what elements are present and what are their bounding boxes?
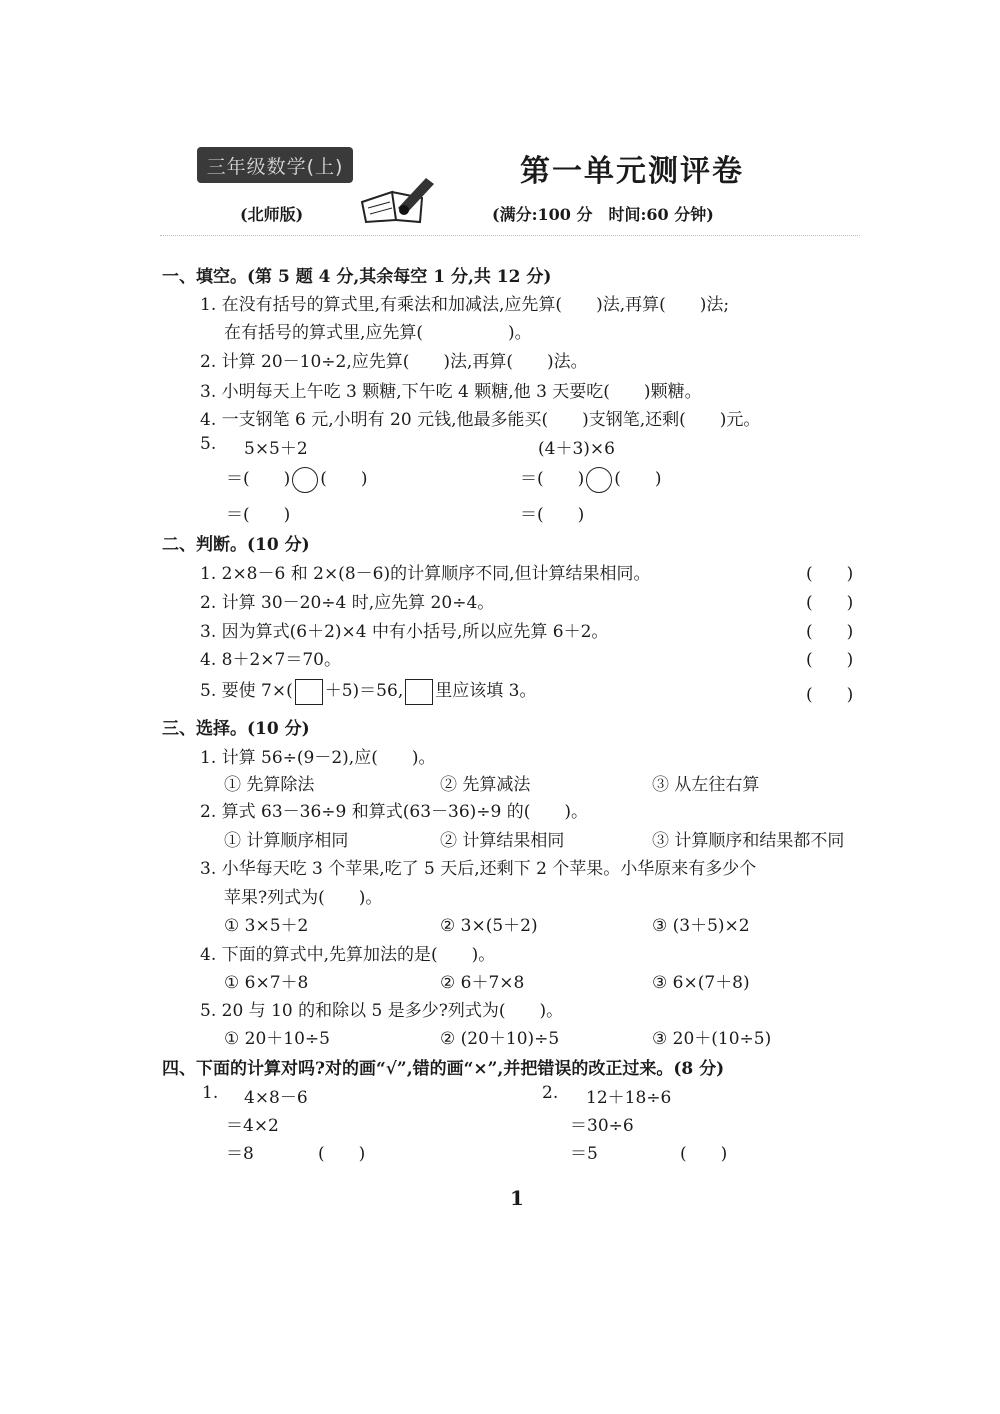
judge-answer-4: ( ): [806, 650, 854, 670]
fill-question-5-number: 5.: [200, 434, 217, 454]
choice-question-5: 5. 20 与 10 的和除以 5 是多少?列式为( )。: [200, 1001, 564, 1021]
choice-2-option-1: ① 计算顺序相同: [224, 831, 349, 851]
operator-circle: [292, 467, 318, 493]
blank-box: [405, 679, 433, 705]
choice-3-option-2: ② 3×(5＋2): [440, 916, 538, 936]
check-problem-2-number: 2.: [542, 1083, 559, 1103]
check-problem-2-line-3: ＝5: [570, 1144, 598, 1164]
book-pen-icon: [358, 172, 438, 224]
q5-right-step-2: ＝( ): [520, 505, 585, 525]
judge-5-part-c: 里应该填 3。: [435, 681, 537, 701]
choice-1-option-1: ① 先算除法: [224, 775, 315, 795]
q5-left-step1-blank-b: ( ): [320, 469, 368, 489]
choice-question-1: 1. 计算 56÷(9－2),应( )。: [200, 748, 436, 768]
section-3-heading: 三、选择。(10 分): [162, 719, 310, 739]
check-answer-2: ( ): [680, 1144, 728, 1164]
judge-answer-1: ( ): [806, 564, 854, 584]
header-divider: [160, 235, 860, 236]
choice-question-2: 2. 算式 63－36÷9 和算式(63－36)÷9 的( )。: [200, 802, 589, 822]
q5-right-step1-blank-b: ( ): [614, 469, 662, 489]
check-problem-2-line-1: 12＋18÷6: [586, 1088, 672, 1108]
choice-3-option-3: ③ (3＋5)×2: [652, 916, 750, 936]
q5-right-step-1: [520, 464, 662, 493]
judge-5-part-a: 5. 要使 7×(: [200, 681, 293, 701]
judge-item-3: 3. 因为算式(6＋2)×4 中有小括号,所以应先算 6＋2。: [200, 622, 609, 642]
choice-3-option-1: ① 3×5＋2: [224, 916, 309, 936]
choice-question-4: 4. 下面的算式中,先算加法的是( )。: [200, 945, 496, 965]
choice-2-option-3: ③ 计算顺序和结果都不同: [652, 831, 845, 851]
check-problem-1-number: 1.: [202, 1083, 219, 1103]
check-problem-1-line-1: 4×8－6: [244, 1088, 308, 1108]
judge-item-4: 4. 8＋2×7＝70。: [200, 650, 341, 670]
judge-answer-2: ( ): [806, 593, 854, 613]
q5-right-expression: (4＋3)×6: [538, 439, 615, 459]
choice-4-option-2: ② 6＋7×8: [440, 973, 525, 993]
fill-question-2: 2. 计算 20－10÷2,应先算( )法,再算( )法。: [200, 352, 588, 372]
q5-right-step1-blank-a: ＝( ): [520, 469, 585, 489]
check-problem-2-line-2: ＝30÷6: [570, 1116, 634, 1136]
check-answer-1: ( ): [318, 1144, 366, 1164]
section-2-heading: 二、判断。(10 分): [162, 535, 310, 555]
fill-question-1b: 在有括号的算式里,应先算( )。: [224, 323, 532, 343]
choice-2-option-2: ② 计算结果相同: [440, 831, 565, 851]
check-problem-1-line-3: ＝8: [226, 1144, 254, 1164]
check-problem-1-line-2: ＝4×2: [226, 1116, 279, 1136]
judge-item-1: 1. 2×8－6 和 2×(8－6)的计算顺序不同,但计算结果相同。: [200, 564, 651, 584]
q5-left-step-2: ＝( ): [226, 505, 291, 525]
judge-item-2: 2. 计算 30－20÷4 时,应先算 20÷4。: [200, 593, 495, 613]
section-1-heading: 一、填空。(第 5 题 4 分,其余每空 1 分,共 12 分): [162, 267, 552, 287]
blank-box: [295, 679, 323, 705]
grade-badge: 三年级数学(上): [197, 147, 353, 183]
judge-answer-3: ( ): [806, 622, 854, 642]
judge-5-part-b: ＋5)＝56,: [324, 681, 404, 701]
q5-left-step-1: [226, 464, 368, 493]
page-number: 1: [510, 1186, 524, 1210]
q5-left-step1-blank-a: ＝( ): [226, 469, 291, 489]
choice-1-option-2: ② 先算减法: [440, 775, 531, 795]
choice-question-3a: 3. 小华每天吃 3 个苹果,吃了 5 天后,还剩下 2 个苹果。小华原来有多少个: [200, 859, 757, 879]
choice-4-option-1: ① 6×7＋8: [224, 973, 309, 993]
fill-question-1a: 1. 在没有括号的算式里,有乘法和加减法,应先算( )法,再算( )法;: [200, 295, 730, 315]
score-time-info: (满分:100 分 时间:60 分钟): [492, 205, 714, 224]
fill-question-3: 3. 小明每天上午吃 3 颗糖,下午吃 4 颗糖,他 3 天要吃( )颗糖。: [200, 382, 702, 402]
choice-4-option-3: ③ 6×(7＋8): [652, 973, 750, 993]
choice-5-option-2: ② (20＋10)÷5: [440, 1029, 560, 1049]
section-4-heading: 四、下面的计算对吗?对的画“√”,错的画“×”,并把错误的改正过来。(8 分): [162, 1059, 725, 1079]
judge-answer-5: ( ): [806, 685, 854, 705]
fill-question-4: 4. 一支钢笔 6 元,小明有 20 元钱,他最多能买( )支钢笔,还剩( )元。: [200, 410, 761, 430]
page-title: 第一单元测评卷: [520, 154, 744, 189]
choice-question-3b: 苹果?列式为( )。: [224, 888, 383, 908]
q5-left-expression: 5×5＋2: [244, 439, 308, 459]
choice-1-option-3: ③ 从左往右算: [652, 775, 760, 795]
judge-item-5: [200, 676, 536, 705]
choice-5-option-1: ① 20＋10÷5: [224, 1029, 330, 1049]
operator-circle: [586, 467, 612, 493]
edition-label: (北师版): [240, 205, 304, 224]
choice-5-option-3: ③ 20＋(10÷5): [652, 1029, 772, 1049]
